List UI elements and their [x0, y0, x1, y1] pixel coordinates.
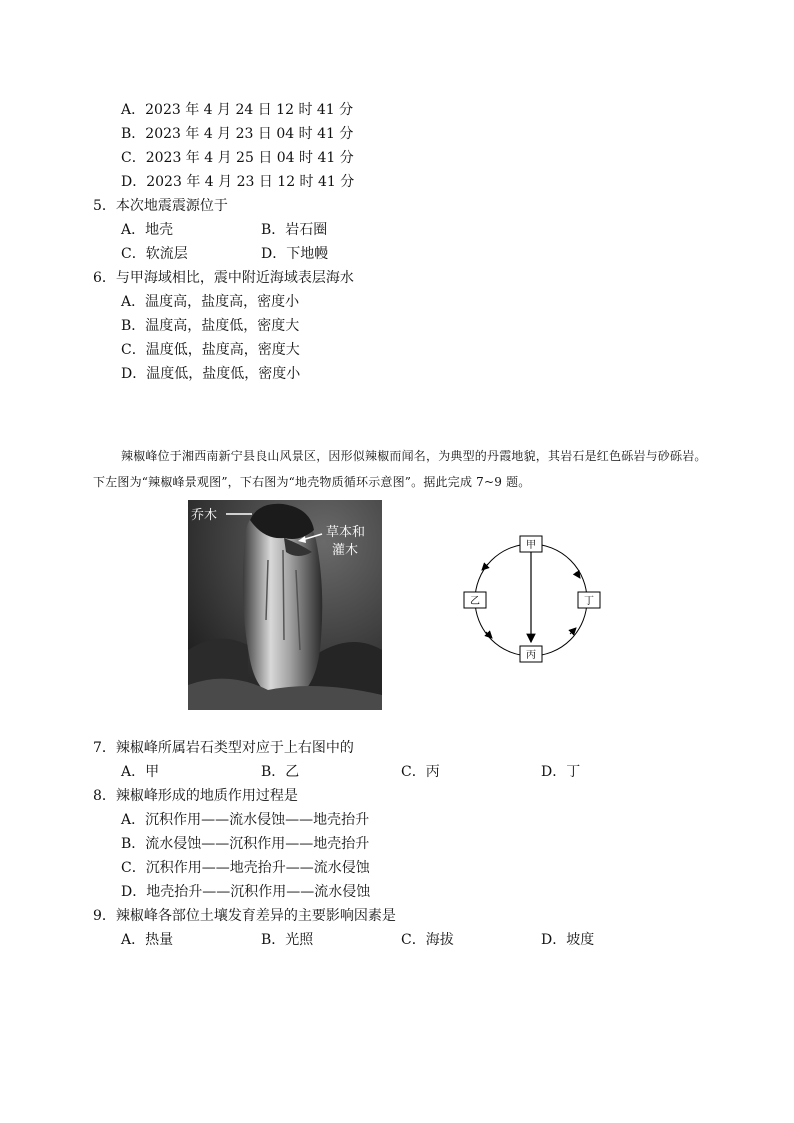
cycle-right-label: 丁: [584, 596, 594, 607]
q8-option-a: A．沉积作用——流水侵蚀——地壳抬升: [121, 812, 370, 828]
q5-option-c: C．软流层: [121, 246, 188, 262]
q7-option-c: C．丙: [401, 764, 440, 780]
q9-option-a: A．热量: [121, 932, 174, 948]
q9-option-c: C．海拔: [401, 932, 454, 948]
q4-option-b: B．2023 年 4 月 23 日 04 时 41 分: [121, 126, 354, 142]
q9-option-b: B．光照: [261, 932, 314, 948]
q7-option-d: D．丁: [541, 764, 581, 780]
q5-option-b: B．岩石圈: [261, 222, 328, 238]
label-tree: 乔木: [191, 508, 218, 523]
label-grass-2: 灌木: [332, 543, 359, 558]
label-grass-1: 草本和: [326, 525, 366, 540]
q7-option-a: A．甲: [121, 764, 160, 780]
q5-stem: 5．本次地震震源位于: [93, 198, 228, 214]
q8-option-c: C．沉积作用——地壳抬升——流水侵蚀: [121, 860, 370, 876]
q9-stem: 9．辣椒峰各部位土壤发育差异的主要影响因素是: [93, 908, 396, 924]
q6-stem: 6．与甲海域相比，震中附近海域表层海水: [93, 270, 354, 286]
pepper-peak-photo: [188, 500, 382, 710]
q6-option-d: D．温度低，盐度低，密度小: [121, 366, 301, 382]
intro-paragraph: 辣椒峰位于湘西南新宁县良山风景区，因形似辣椒而闻名，为典型的丹霞地貌，其岩石是红色砾岩与砂砾岩。下左图为“辣椒峰景观图”，下右图为“地壳物质循环示意图”。据此完成 7~9 题。: [93, 449, 707, 489]
q6-option-a: A．温度高，盐度高，密度小: [121, 294, 300, 310]
q7-option-b: B．乙: [261, 764, 300, 780]
q4-option-c: C．2023 年 4 月 25 日 04 时 41 分: [121, 150, 354, 166]
q6-option-b: B．温度高，盐度低，密度大: [121, 318, 300, 334]
q4-option-a: A．2023 年 4 月 24 日 12 时 41 分: [121, 102, 354, 118]
q9-option-d: D．坡度: [541, 932, 595, 948]
q7-stem: 7．辣椒峰所属岩石类型对应于上右图中的: [93, 740, 354, 756]
q8-option-d: D．地壳抬升——沉积作用——流水侵蚀: [121, 884, 371, 900]
q4-option-d: D．2023 年 4 月 23 日 12 时 41 分: [121, 174, 355, 190]
cycle-bottom-label: 丙: [526, 650, 536, 661]
q8-option-b: B．流水侵蚀——沉积作用——地壳抬升: [121, 836, 370, 852]
rock-cycle-diagram: [452, 520, 612, 670]
q5-option-d: D．下地幔: [261, 246, 329, 262]
cycle-left-label: 乙: [470, 596, 480, 607]
q5-option-a: A．地壳: [121, 222, 174, 238]
q8-stem: 8．辣椒峰形成的地质作用过程是: [93, 788, 298, 804]
q6-option-c: C．温度低，盐度高，密度大: [121, 342, 300, 358]
cycle-top-label: 甲: [526, 540, 536, 551]
